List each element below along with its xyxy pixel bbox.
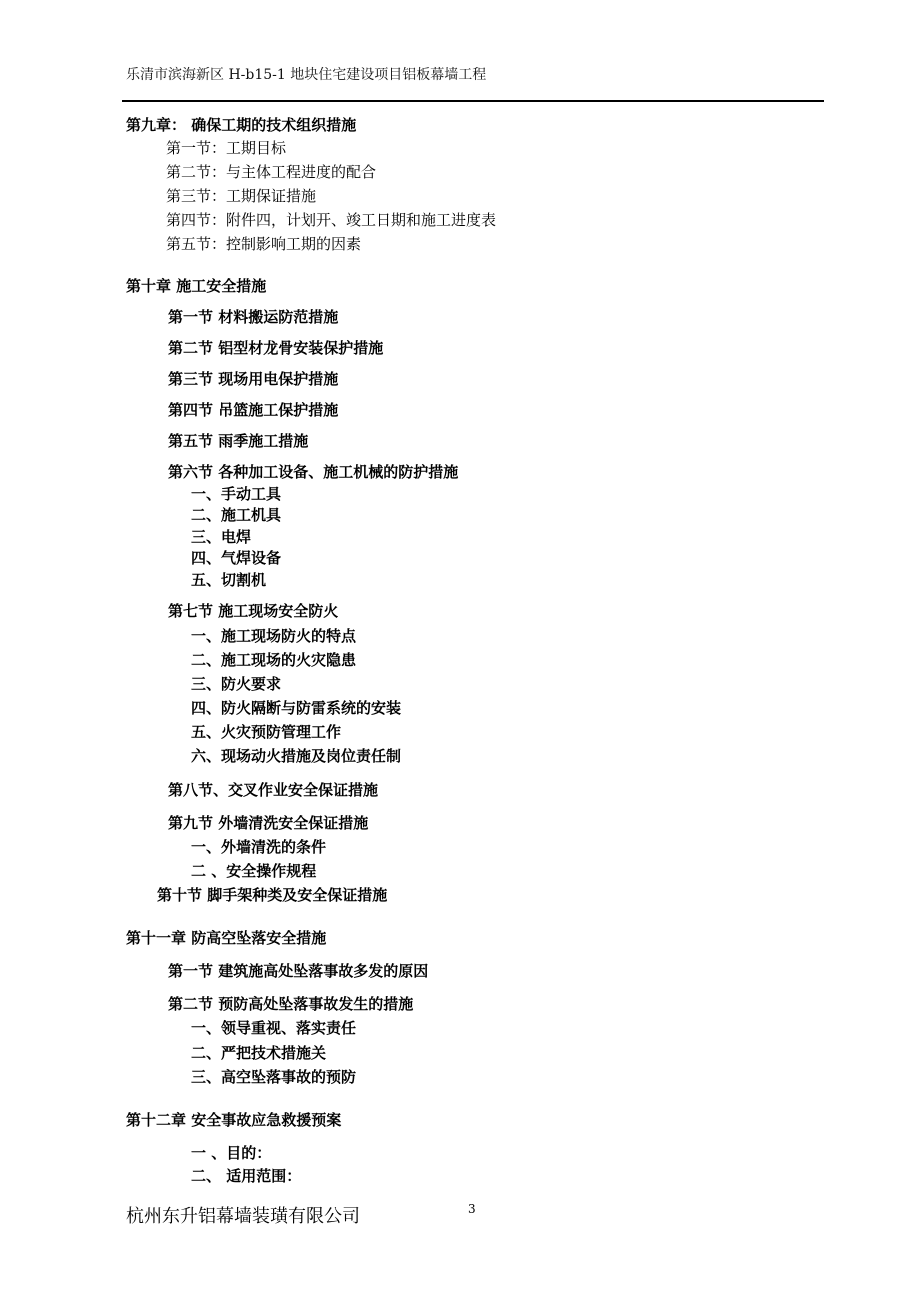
toc-section: 第五节：控制影响工期的因素 — [166, 235, 362, 253]
toc-section: 第二节：与主体工程进度的配合 — [166, 163, 377, 181]
toc-subitem: 一、手动工具 — [191, 485, 282, 503]
toc-subitem: 三、电焊 — [191, 528, 252, 546]
toc-subitem: 二、施工机具 — [191, 506, 282, 524]
toc-subitem: 三、防火要求 — [191, 675, 282, 693]
toc-section: 第一节 材料搬运防范措施 — [168, 308, 339, 326]
toc-subitem: 一、施工现场防火的特点 — [191, 627, 357, 645]
toc-chapter-11: 第十一章 防高空坠落安全措施 — [126, 929, 327, 947]
toc-subitem: 三、高空坠落事故的预防 — [191, 1068, 357, 1086]
toc-subitem: 四、防火隔断与防雷系统的安装 — [191, 699, 402, 717]
toc-subitem: 六、现场动火措施及岗位责任制 — [191, 747, 402, 765]
page-number: 3 — [468, 1202, 476, 1216]
toc-section: 第九节 外墙清洗安全保证措施 — [168, 814, 369, 832]
page-header-title: 乐清市滨海新区 H-b15-1 地块住宅建设项目铝板幕墙工程 — [126, 67, 487, 83]
toc-section: 第十节 脚手架种类及安全保证措施 — [157, 886, 388, 904]
toc-section: 第二节 铝型材龙骨安装保护措施 — [168, 339, 384, 357]
footer-company-name: 杭州东升铝幕墙装璜有限公司 — [126, 1206, 360, 1227]
toc-subitem: 二、 适用范围： — [191, 1167, 302, 1185]
toc-subitem: 一、外墙清洗的条件 — [191, 838, 327, 856]
toc-chapter-10: 第十章 施工安全措施 — [126, 277, 267, 295]
toc-chapter-12: 第十二章 安全事故应急救援预案 — [126, 1111, 342, 1129]
toc-section: 第五节 雨季施工措施 — [168, 432, 309, 450]
toc-section: 第七节 施工现场安全防火 — [168, 602, 339, 620]
toc-subitem: 一、领导重视、落实责任 — [191, 1019, 357, 1037]
toc-subitem: 五、切割机 — [191, 571, 267, 589]
toc-subitem: 一 、目的： — [191, 1144, 272, 1162]
toc-section: 第四节：附件四，计划开、竣工日期和施工进度表 — [166, 211, 497, 229]
toc-section: 第一节：工期目标 — [166, 139, 287, 157]
toc-section: 第一节 建筑施高处坠落事故多发的原因 — [168, 962, 429, 980]
toc-section: 第六节 各种加工设备、施工机械的防护措施 — [168, 463, 459, 481]
toc-section: 第二节 预防高处坠落事故发生的措施 — [168, 995, 414, 1013]
toc-section: 第八节、交叉作业安全保证措施 — [168, 781, 379, 799]
toc-subitem: 二、施工现场的火灾隐患 — [191, 651, 357, 669]
toc-section: 第三节 现场用电保护措施 — [168, 370, 339, 388]
toc-section: 第四节 吊篮施工保护措施 — [168, 401, 339, 419]
toc-section: 第三节：工期保证措施 — [166, 187, 317, 205]
toc-subitem: 二、严把技术措施关 — [191, 1044, 327, 1062]
toc-subitem: 二 、安全操作规程 — [191, 862, 317, 880]
toc-chapter-9: 第九章： 确保工期的技术组织措施 — [126, 116, 357, 134]
toc-subitem: 五、火灾预防管理工作 — [191, 723, 342, 741]
toc-subitem: 四、气焊设备 — [191, 549, 282, 567]
